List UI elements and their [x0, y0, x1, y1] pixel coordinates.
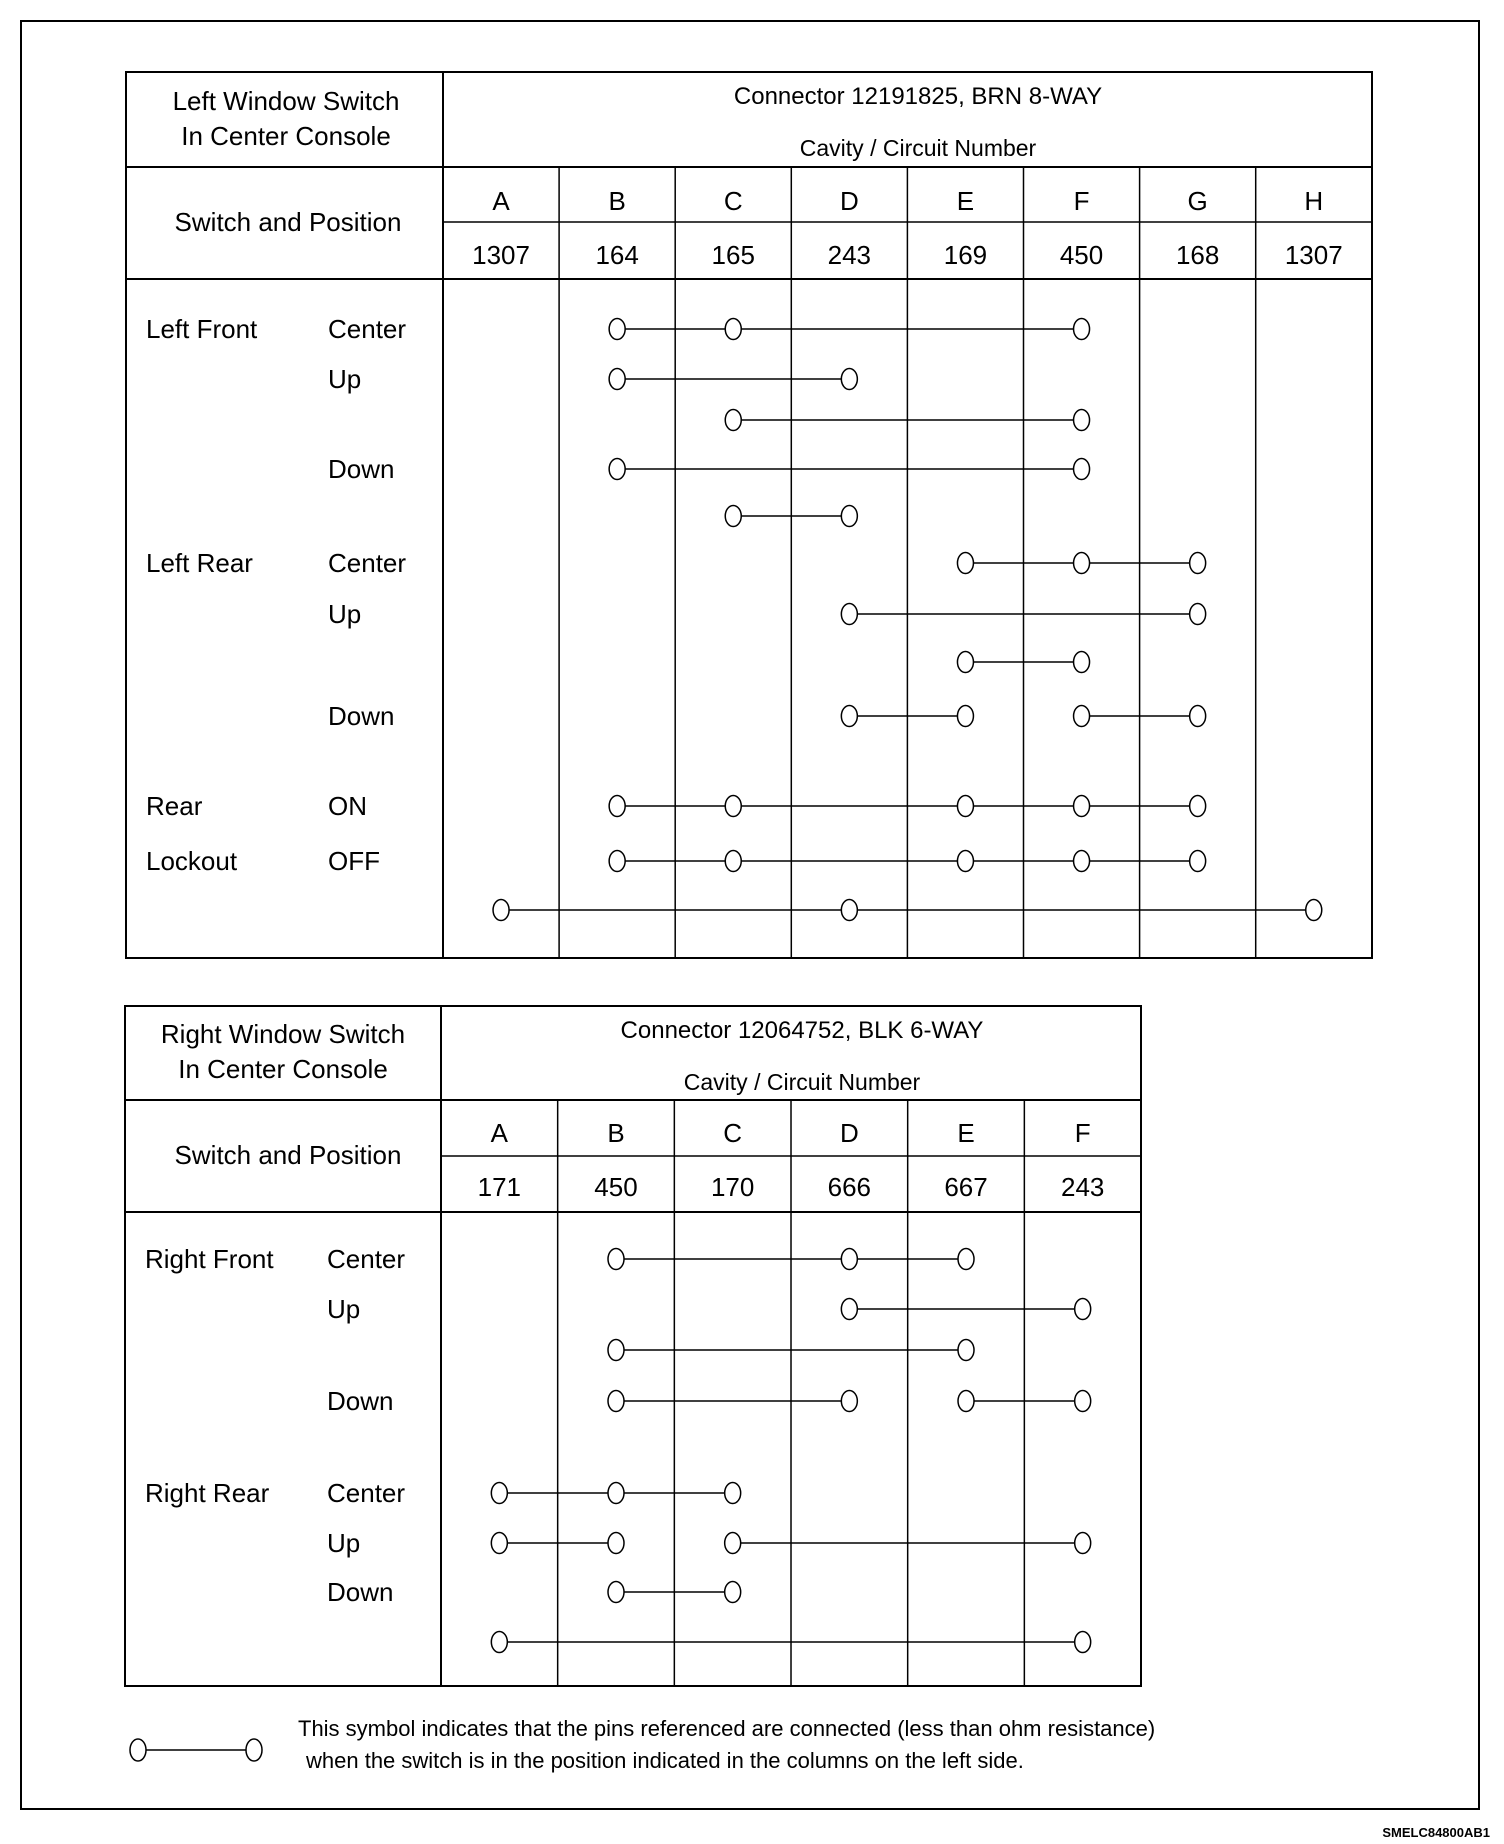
right-connector-title: Connector 12064752, BLK 6-WAY: [620, 1017, 984, 1044]
left-pin-d: [841, 369, 857, 390]
left-pin-b: [609, 369, 625, 390]
right-switch-label: Right Rear: [145, 1478, 270, 1508]
left-pin-e: [957, 851, 973, 872]
left-pin-f: [1074, 706, 1090, 727]
right-pin-f: [1075, 1533, 1091, 1554]
right-pin-a: [491, 1632, 507, 1653]
left-pin-f: [1074, 652, 1090, 673]
left-circuit-f: 450: [1059, 240, 1104, 270]
left-pin-g: [1190, 796, 1206, 817]
right-switch-label: Right Front: [145, 1244, 274, 1274]
right-pin-e: [958, 1391, 974, 1412]
right-pin-e: [958, 1340, 974, 1361]
left-position-label: Down: [328, 454, 395, 484]
left-position-labels: [146, 314, 406, 876]
left-circuit-h: 1307: [1284, 240, 1343, 270]
right-pin-c: [725, 1483, 741, 1504]
right-pin-a: [491, 1483, 507, 1504]
right-pin-a: [491, 1533, 507, 1554]
right-position-label: Center: [327, 1478, 406, 1508]
left-pin-e: [957, 706, 973, 727]
left-cavity-d: D: [839, 186, 859, 216]
right-position-header: Switch and Position: [174, 1140, 402, 1170]
left-switch-label: Rear: [146, 791, 203, 821]
right-cavity-e: E: [957, 1118, 975, 1148]
figure-code: SMELC84800AB1: [1382, 1825, 1490, 1840]
left-pin-f: [1074, 319, 1090, 340]
right-position-label: Up: [327, 1528, 361, 1558]
right-position-labels: [145, 1244, 405, 1607]
left-pin-f: [1074, 459, 1090, 480]
left-cavity-g: G: [1187, 186, 1208, 216]
left-circuit-a: 1307: [472, 240, 530, 270]
left-position-label: ON: [328, 791, 367, 821]
left-pin-a: [493, 900, 509, 921]
left-cavity-c: C: [723, 186, 743, 216]
left-pin-b: [609, 796, 625, 817]
right-cavity-b: B: [607, 1118, 625, 1148]
right-circuit-c: 170: [710, 1172, 755, 1202]
right-pin-c: [725, 1582, 741, 1603]
left-position-label: Up: [328, 364, 362, 394]
right-circuit-b: 450: [594, 1172, 638, 1202]
left-pin-c: [725, 851, 741, 872]
left-pin-d: [841, 706, 857, 727]
left-pin-c: [725, 410, 741, 431]
left-connector-title: Connector 12191825, BRN 8-WAY: [733, 83, 1103, 110]
left-pin-b: [609, 319, 625, 340]
right-table-title-line2: In Center Console: [178, 1054, 388, 1084]
left-table-title-line1: Left Window Switch: [172, 86, 400, 116]
legend-pin-right: [246, 1739, 262, 1761]
left-window-switch-table: [126, 72, 1372, 958]
right-position-label: Down: [327, 1577, 394, 1607]
left-circuit-e: 169: [943, 240, 988, 270]
right-position-label: Up: [327, 1294, 361, 1324]
left-pin-g: [1190, 553, 1206, 574]
right-pin-b: [608, 1533, 624, 1554]
legend: [130, 1716, 1155, 1773]
right-pin-b: [608, 1340, 624, 1361]
left-pin-f: [1074, 796, 1090, 817]
right-pin-c: [725, 1533, 741, 1554]
left-cavity-h: H: [1304, 186, 1324, 216]
left-cavity-f: F: [1073, 186, 1090, 216]
right-pin-f: [1075, 1299, 1091, 1320]
right-position-label: Down: [327, 1386, 394, 1416]
left-position-label: Down: [328, 701, 395, 731]
right-circuit-e: 667: [944, 1172, 988, 1202]
left-pin-g: [1190, 604, 1206, 625]
right-window-switch-table: [125, 1006, 1141, 1686]
left-switch-label: Left Rear: [146, 548, 253, 578]
legend-pin-left: [130, 1739, 146, 1761]
left-circuit-d: 243: [827, 240, 872, 270]
legend-text-line1: This symbol indicates that the pins referenced are connected (less than ohm resistance): [298, 1716, 1156, 1741]
right-cavity-a: A: [490, 1118, 509, 1148]
left-pin-h: [1306, 900, 1322, 921]
left-pin-c: [725, 796, 741, 817]
left-pin-b: [609, 851, 625, 872]
left-pin-f: [1074, 851, 1090, 872]
right-pin-d: [841, 1299, 857, 1320]
left-pin-g: [1190, 706, 1206, 727]
right-pin-d: [841, 1249, 857, 1270]
left-pin-d: [841, 506, 857, 527]
right-position-label: Center: [327, 1244, 406, 1274]
right-pin-b: [608, 1249, 624, 1270]
right-table-title-line1: Right Window Switch: [160, 1019, 406, 1049]
left-pin-g: [1190, 851, 1206, 872]
right-pin-b: [608, 1391, 624, 1412]
right-pin-d: [841, 1391, 857, 1412]
right-pin-f: [1075, 1391, 1091, 1412]
left-switch-label: Left Front: [146, 314, 258, 344]
left-cavity-label: Cavity / Circuit Number: [799, 135, 1037, 161]
right-circuit-a: 171: [477, 1172, 522, 1202]
left-pin-f: [1074, 410, 1090, 431]
right-cavity-c: C: [723, 1118, 743, 1148]
left-circuit-b: 164: [595, 240, 639, 270]
right-pin-e: [958, 1249, 974, 1270]
left-pin-b: [609, 459, 625, 480]
left-table-title-line2: In Center Console: [181, 121, 391, 151]
left-cavity-e: E: [956, 186, 975, 216]
left-circuit-c: 165: [711, 240, 755, 270]
right-pin-f: [1075, 1632, 1091, 1653]
left-position-header: Switch and Position: [174, 207, 402, 237]
left-switch-label: Lockout: [146, 846, 238, 876]
left-pin-c: [725, 319, 741, 340]
right-circuit-d: 666: [827, 1172, 872, 1202]
left-position-label: OFF: [328, 846, 380, 876]
left-cavity-b: B: [608, 186, 626, 216]
left-pin-e: [957, 652, 973, 673]
left-pin-e: [957, 553, 973, 574]
left-pin-d: [841, 604, 857, 625]
left-pin-d: [841, 900, 857, 921]
left-pin-e: [957, 796, 973, 817]
legend-text-line2: when the switch is in the position indicated in the columns on the left side.: [306, 1748, 1024, 1773]
left-position-label: Center: [328, 314, 407, 344]
right-cavity-f: F: [1074, 1118, 1091, 1148]
left-circuit-g: 168: [1175, 240, 1220, 270]
left-pin-f: [1074, 553, 1090, 574]
right-cavity-label: Cavity / Circuit Number: [683, 1069, 921, 1095]
right-cavity-d: D: [839, 1118, 859, 1148]
right-circuit-f: 243: [1060, 1172, 1105, 1202]
left-pin-c: [725, 506, 741, 527]
left-position-label: Up: [328, 599, 362, 629]
left-cavity-a: A: [492, 186, 510, 216]
left-position-label: Center: [328, 548, 407, 578]
right-pin-b: [608, 1483, 624, 1504]
right-pin-b: [608, 1582, 624, 1603]
